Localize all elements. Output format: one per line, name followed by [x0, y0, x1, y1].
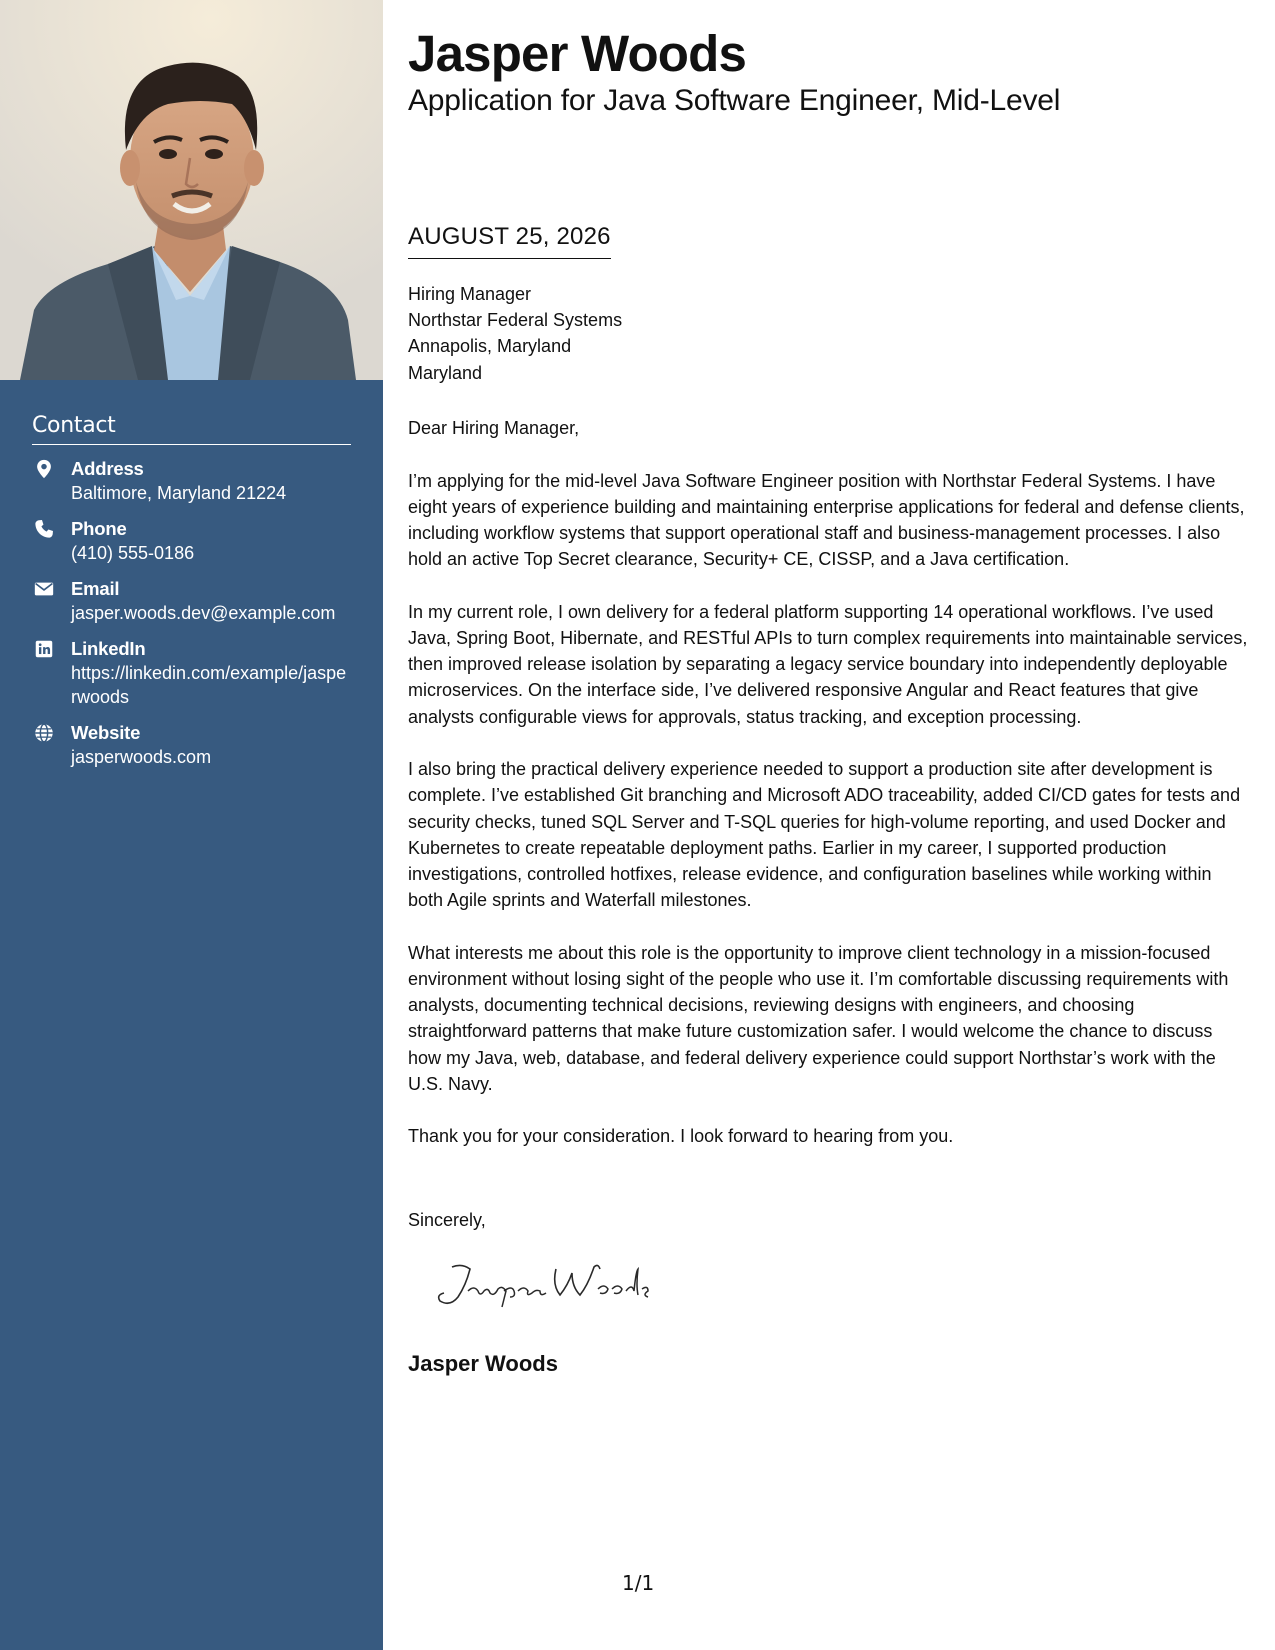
phone-value[interactable]: (410) 555-0186 — [71, 543, 195, 563]
recipient-company: Northstar Federal Systems — [408, 310, 623, 331]
body-paragraph-3: I also bring the practical delivery experience needed to support a production site after development is complete. I’ve established Git branching and Microsoft ADO traceability, added CI/CD gates for tests and security checks, tuned SQL Server and T-SQL queries for high-volume reporting, and used Docker and Kubernetes to create repeatable deployment paths. Earlier in my career, I supported production investigations, controlled hotfixes, release evidence, and configuration baselines while working within both Agile sprints and Waterfall milestones. — [408, 759, 1241, 911]
body-paragraph-2: In my current role, I own delivery for a federal platform supporting 14 operational workflows. I’ve used Java, Spring Boot, Hibernate, and RESTful APIs to turn complex requirements into maintainable services, then improved release isolation by separating a legacy service boundary into independently deployable microservices. On the interface side, I’ve delivered responsive Angular and React features that give analysts configurable views for approvals, status tracking, and exception processing. — [408, 601, 1248, 727]
address-label: Address — [71, 458, 144, 479]
phone-label: Phone — [71, 518, 127, 539]
website-link[interactable]: jasperwoods.com — [71, 747, 212, 767]
handwritten-signature — [422, 1255, 652, 1315]
email-label: Email — [71, 578, 120, 599]
recipient-block — [408, 281, 622, 386]
contact-item-email — [32, 577, 351, 625]
contact-item-address — [32, 457, 351, 505]
applicant-name: Jasper Woods — [408, 25, 747, 82]
profile-photo-illustration — [0, 0, 383, 380]
website-label: Website — [71, 722, 141, 743]
envelope-icon — [33, 578, 55, 600]
body-paragraph-4: What interests me about this role is the opportunity to improve client technology in a mission-focused environment without losing sight of the people who use it. I’m comfortable discussing requirements with analysts, documenting technical decisions, reviewing designs with engineers, and choosing straightforward patterns that make future customization safer. I would welcome the chance to discuss how my Java, web, database, and federal delivery experience could support Northstar’s work with the U.S. Navy. — [408, 942, 1229, 1094]
contact-item-linkedin — [32, 637, 351, 709]
contact-item-website — [32, 721, 351, 769]
phone-icon — [33, 518, 55, 540]
profile-photo — [0, 0, 383, 380]
signed-name: Jasper Woods — [408, 1351, 558, 1376]
contact-item-phone — [32, 517, 351, 565]
body-paragraph-1: I’m applying for the mid-level Java Software Engineer position with Northstar Federal Systems. I have eight years of experience building and maintaining enterprise applications for federal and defense clients, including workflow systems that support operational staff and business-management processes. I also hold an active Top Secret clearance, Security+ CE, CISSP, and a Java certification. — [408, 470, 1245, 570]
linkedin-label: LinkedIn — [71, 638, 146, 659]
linkedin-link[interactable]: https://linkedin.com/example/jasperwoods — [71, 663, 347, 707]
application-subtitle: Application for Java Software Engineer, Mid-Level — [408, 84, 1061, 117]
sidebar — [0, 0, 383, 1650]
recipient-title: Hiring Manager — [408, 284, 532, 304]
letter-body — [408, 415, 1250, 1176]
letter-date: AUGUST 25, 2026 — [408, 222, 611, 259]
address-value: Baltimore, Maryland 21224 — [71, 483, 287, 503]
salutation: Dear Hiring Manager, — [408, 418, 580, 438]
contact-heading: Contact — [32, 412, 351, 445]
closing: Sincerely, — [408, 1210, 486, 1230]
recipient-city: Annapolis, Maryland — [408, 336, 572, 357]
contact-section — [32, 412, 351, 769]
linkedin-icon — [33, 638, 55, 660]
page-number: 1/1 — [622, 1571, 655, 1595]
globe-icon — [33, 722, 55, 744]
body-paragraph-5: Thank you for your consideration. I look forward to hearing from you. — [408, 1126, 954, 1147]
email-link[interactable]: jasper.woods.dev@example.com — [71, 603, 336, 623]
recipient-state: Maryland — [408, 362, 483, 383]
map-pin-icon — [33, 458, 55, 480]
